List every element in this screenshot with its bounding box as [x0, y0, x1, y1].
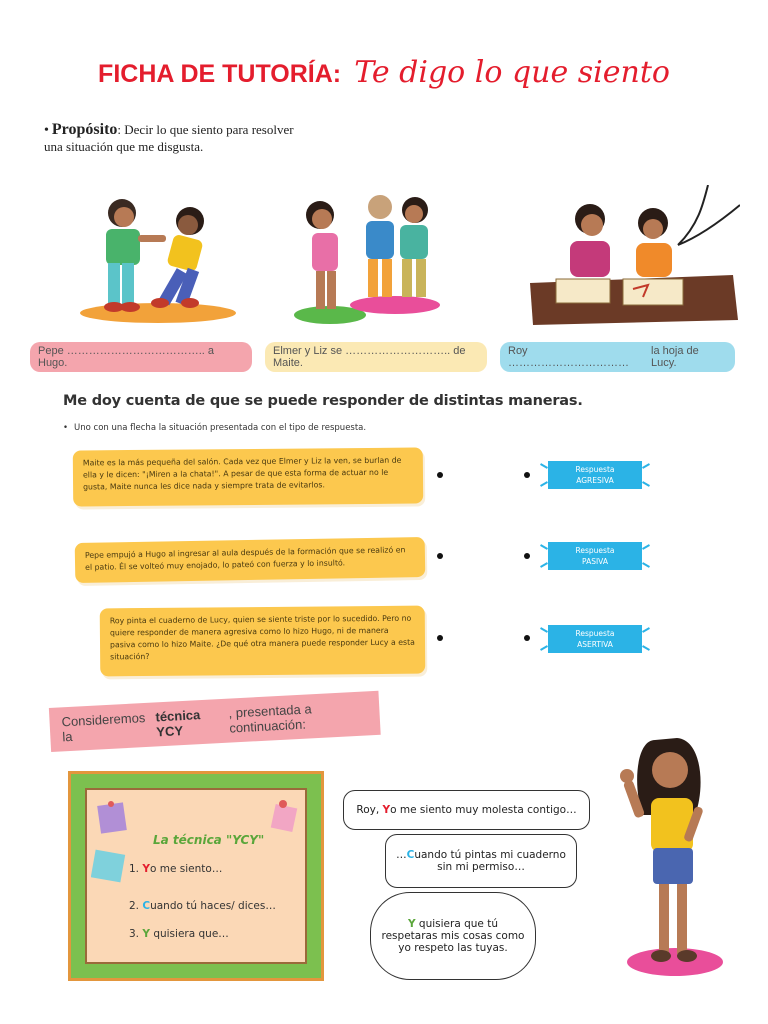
sticky-notes-icon [91, 796, 131, 886]
match-dot-right[interactable] [524, 553, 530, 559]
ycy-step-key: Y [142, 928, 150, 940]
ycy-title: La técnica "YCY" [153, 833, 265, 847]
purpose-colon: : [117, 122, 122, 137]
response-type: PASIVA [582, 557, 608, 566]
sentence-notebook-left: Roy …………………………… [508, 345, 629, 369]
girl-illustration [615, 730, 725, 980]
ycy-step [129, 928, 229, 940]
situation-card: Roy pinta el cuaderno de Lucy, quien se siente triste por lo sucedido. Pero no quiere responder de manera agresiva como lo hizo Hugo, ni de manera pasiva como lo hizo Maite. ¿De qué otra manera puede responder Lucy a esta situación? [100, 606, 426, 677]
situation-card: Maite es la más pequeña del salón. Cada vez que Elmer y Liz la ven, se burlan de ella y le dicen: "¡Miren a la chata!". A pesar de que esta forma de actuar no le gusta, Maite nunca les dice nada y siempre trata de evitarlos. [73, 447, 423, 506]
match-dot-right[interactable] [524, 472, 530, 478]
ycy-step-text: uando tú haces/ dices… [150, 900, 276, 912]
ycy-step-num: 3. [129, 928, 140, 940]
bubble-text: sin mi permiso… [437, 861, 525, 873]
bubble-text: o me siento muy molesta contigo… [390, 804, 577, 816]
board-paper [85, 788, 307, 964]
speech-bubble-2 [385, 834, 577, 888]
illustration-notebook [528, 185, 740, 330]
section-instruction: • Uno con una flecha la situación presentada con el tipo de respuesta. [63, 423, 366, 433]
purpose-label: Propósito [51, 121, 118, 138]
speech-bubble-1 [343, 790, 590, 830]
bubble-key: C [406, 849, 415, 861]
notebook-scene-icon [528, 185, 740, 330]
page-title [0, 55, 768, 90]
bubble-text: respetaras mis cosas como [381, 930, 525, 942]
push-scene-icon [70, 185, 245, 330]
technique-banner [49, 691, 381, 752]
bubble-text: yo respeto las tuyas. [398, 942, 508, 954]
match-dot-left[interactable] [437, 635, 443, 641]
ycy-step-key: C [142, 900, 151, 912]
sentence-notebook-right: la hoja de Lucy. [651, 345, 699, 369]
illustration-teasing [290, 185, 450, 330]
response-type: AGRESIVA [576, 476, 614, 485]
response-type: ASERTIVA [577, 640, 613, 649]
bubble-text: quisiera que tú [415, 918, 498, 930]
bullet-icon: • [44, 123, 49, 138]
ycy-step-key: Y [142, 863, 150, 875]
title-main: FICHA DE TUTORÍA: [98, 60, 342, 88]
banner-bold: técnica YCY [155, 707, 201, 740]
ycy-step [129, 863, 222, 875]
bubble-text: Roy, [356, 804, 383, 816]
banner-pre: Consideremos la [61, 710, 146, 745]
sentence-push [30, 342, 252, 372]
ycy-board [68, 771, 324, 981]
match-dot-right[interactable] [524, 635, 530, 641]
ycy-step [129, 900, 276, 912]
response-tag-aggressive [540, 461, 650, 489]
ycy-step-num: 1. [129, 863, 140, 875]
match-dot-left[interactable] [437, 553, 443, 559]
speech-bubble-3 [370, 892, 536, 980]
response-label: Respuesta [575, 465, 615, 474]
sentence-tease-text: Elmer y Liz se ……………………….. de Maite. [273, 345, 466, 369]
section-heading: Me doy cuenta de que se puede responder de distintas maneras. [63, 393, 583, 409]
girl-speaking-icon [615, 730, 725, 980]
ycy-step-num: 2. [129, 900, 140, 912]
bubble-text: uando tú pintas mi cuaderno [414, 849, 566, 861]
situation-card: Pepe empujó a Hugo al ingresar al aula después de la formación que se realizó en el patio. Él se volteó muy enojado, lo pateó con fuerza y lo insultó. [75, 537, 426, 583]
ycy-step-text: o me siento… [149, 863, 223, 875]
sentence-notebook [500, 342, 735, 372]
sentence-tease [265, 342, 487, 372]
banner-post: , presentada a continuación: [228, 701, 312, 736]
bubble-key: Y [407, 918, 416, 930]
sentence-push-text: Pepe ……………………………….. a Hugo. [38, 345, 215, 369]
pushpin-note-icon [269, 796, 299, 836]
response-label: Respuesta [575, 546, 615, 555]
response-tag-assertive [540, 625, 650, 653]
title-script: Te digo lo que siento [354, 55, 670, 90]
bubble-text: … [396, 849, 407, 861]
ycy-step-text: quisiera que… [149, 928, 229, 940]
match-dot-left[interactable] [437, 472, 443, 478]
teasing-scene-icon [290, 185, 450, 330]
illustration-push [70, 185, 245, 330]
bubble-key: Y [382, 804, 391, 816]
purpose-text: Decir lo que siento para resolver una situación que me disgusta. [44, 122, 294, 154]
response-label: Respuesta [575, 629, 615, 638]
response-tag-passive [540, 542, 650, 570]
purpose-block [44, 122, 294, 155]
